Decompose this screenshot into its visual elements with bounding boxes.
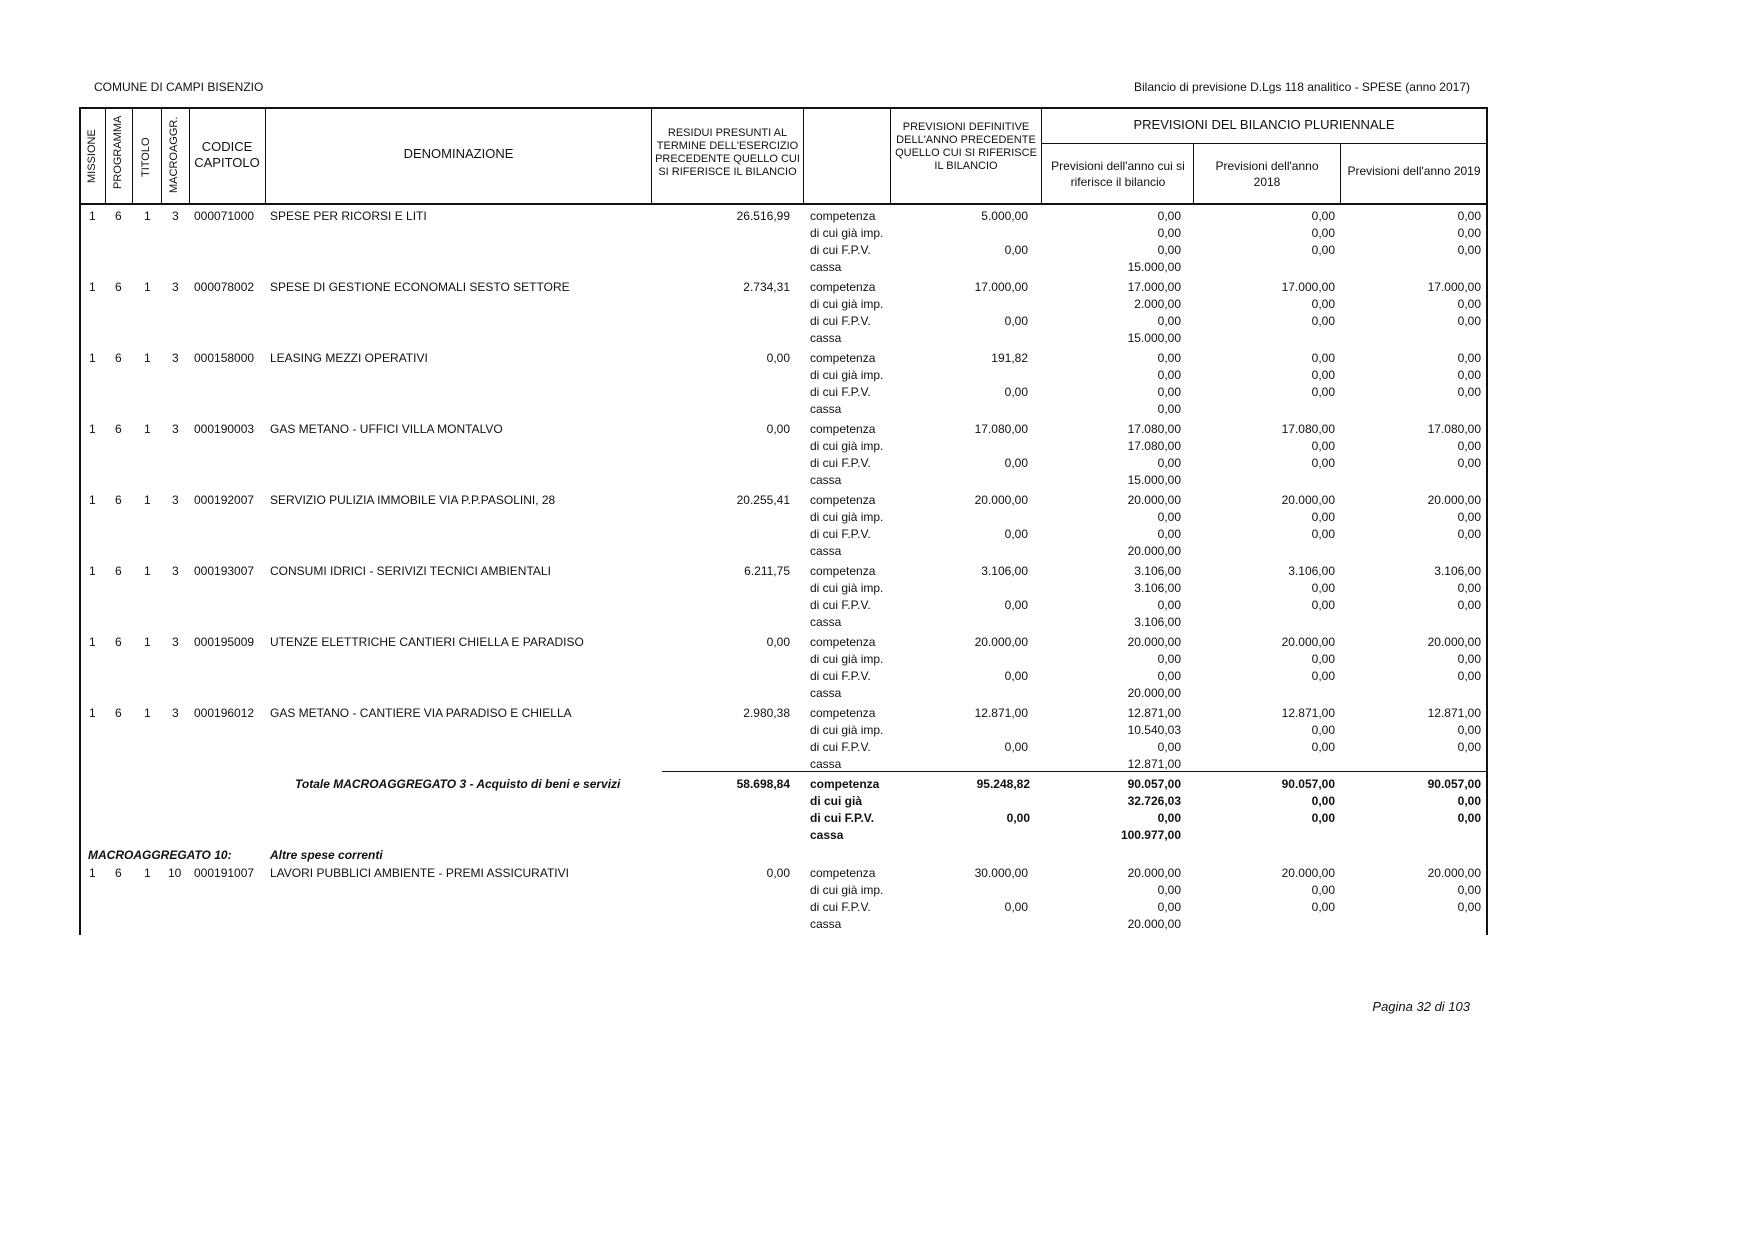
- codice-cell: 000078002: [194, 280, 255, 294]
- prev-anno-cell: 3.106,00: [1134, 581, 1181, 595]
- missione-cell: 1: [89, 635, 96, 649]
- prev-2019-cell: 3.106,00: [1434, 564, 1481, 578]
- programma-cell: 6: [115, 422, 122, 436]
- titolo-cell: 1: [144, 422, 151, 436]
- prev-2018-cell: 0,00: [1311, 368, 1335, 382]
- missione-cell: 1: [89, 866, 96, 880]
- col-prev-2019: Previsioni dell'anno 2019: [1347, 164, 1481, 178]
- macroaggr-cell: 10: [168, 866, 182, 880]
- residui-cell: 2.980,38: [743, 706, 790, 720]
- col-denominazione: DENOMINAZIONE: [403, 146, 514, 161]
- prev-2019-cell: 0,00: [1457, 723, 1481, 737]
- codice-cell: 000192007: [194, 493, 255, 507]
- total-prev-2019: 90.057,00: [1427, 777, 1481, 791]
- prev-2019-cell: 0,00: [1457, 439, 1481, 453]
- prev-anno-cell: 12.871,00: [1127, 706, 1181, 720]
- residui-cell: 20.255,41: [736, 493, 790, 507]
- prev-def-cell: 3.106,00: [981, 564, 1028, 578]
- total-prev-def: 95.248,82: [976, 777, 1030, 791]
- total-label: Totale MACROAGGREGATO 3 - Acquisto di beni e servizi: [295, 777, 621, 791]
- prev-anno-cell: 0,00: [1157, 209, 1181, 223]
- prev-anno-cell: 2.000,00: [1134, 297, 1181, 311]
- prev-2019-cell: 0,00: [1457, 581, 1481, 595]
- residui-cell: 26.516,99: [736, 209, 790, 223]
- total-prev-anno: 0,00: [1157, 811, 1181, 825]
- row-type-label: cassa: [810, 917, 842, 931]
- prev-2018-cell: 0,00: [1311, 581, 1335, 595]
- programma-cell: 6: [115, 635, 122, 649]
- prev-anno-cell: 15.000,00: [1127, 473, 1181, 487]
- residui-cell: 2.734,31: [743, 280, 790, 294]
- prev-2018-cell: 0,00: [1311, 510, 1335, 524]
- denominazione-cell: LAVORI PUBBLICI AMBIENTE - PREMI ASSICURATIVI: [270, 866, 569, 880]
- programma-cell: 6: [115, 866, 122, 880]
- prev-2018-cell: 0,00: [1311, 740, 1335, 754]
- col-previsioni-definitive: PREVISIONI DEFINITIVE DELL'ANNO PRECEDENTE QUELLO CUI SI RIFERISCE IL BILANCIO: [895, 121, 1037, 172]
- row-type-label: di cui già imp.: [810, 510, 884, 524]
- prev-def-cell: 17.000,00: [974, 280, 1028, 294]
- prev-anno-cell: 0,00: [1157, 527, 1181, 541]
- total-prev-2018: 0,00: [1311, 811, 1335, 825]
- prev-anno-cell: 0,00: [1157, 510, 1181, 524]
- col-macroaggr: MACROAGGR.: [168, 116, 180, 193]
- prev-anno-cell: 0,00: [1157, 883, 1181, 897]
- prev-anno-cell: 0,00: [1157, 385, 1181, 399]
- prev-2018-cell: 0,00: [1311, 883, 1335, 897]
- missione-cell: 1: [89, 351, 96, 365]
- prev-def-cell: 0,00: [1004, 900, 1028, 914]
- entity-name: COMUNE DI CAMPI BISENZIO: [94, 80, 264, 94]
- titolo-cell: 1: [144, 866, 151, 880]
- prev-2018-cell: 3.106,00: [1288, 564, 1335, 578]
- col-programma: PROGRAMMA: [112, 115, 124, 189]
- prev-2019-cell: 0,00: [1457, 351, 1481, 365]
- prev-anno-cell: 15.000,00: [1127, 260, 1181, 274]
- titolo-cell: 1: [144, 280, 151, 294]
- prev-2019-cell: 0,00: [1457, 883, 1481, 897]
- row-type-label: cassa: [810, 757, 842, 771]
- residui-cell: 6.211,75: [744, 564, 790, 578]
- prev-2018-cell: 12.871,00: [1281, 706, 1335, 720]
- prev-anno-cell: 0,00: [1157, 456, 1181, 470]
- prev-def-cell: 0,00: [1004, 598, 1028, 612]
- total-row-label: competenza: [810, 777, 880, 791]
- row-type-label: di cui già imp.: [810, 883, 884, 897]
- prev-anno-cell: 0,00: [1157, 226, 1181, 240]
- row-type-label: cassa: [810, 331, 842, 345]
- prev-2018-cell: 20.000,00: [1281, 866, 1335, 880]
- row-type-label: competenza: [810, 564, 876, 578]
- prev-anno-cell: 17.080,00: [1127, 439, 1181, 453]
- codice-cell: 000196012: [194, 706, 255, 720]
- residui-cell: 0,00: [766, 635, 790, 649]
- titolo-cell: 1: [144, 635, 151, 649]
- prev-anno-cell: 0,00: [1157, 351, 1181, 365]
- total-prev-2018: 90.057,00: [1281, 777, 1335, 791]
- macroaggr-cell: 3: [172, 209, 179, 223]
- prev-2019-cell: 0,00: [1457, 527, 1481, 541]
- prev-def-cell: 12.871,00: [974, 706, 1028, 720]
- prev-2018-cell: 0,00: [1311, 385, 1335, 399]
- prev-def-cell: 20.000,00: [974, 635, 1028, 649]
- row-type-label: di cui F.P.V.: [810, 243, 871, 257]
- prev-2019-cell: 0,00: [1457, 226, 1481, 240]
- row-type-label: cassa: [810, 686, 842, 700]
- missione-cell: 1: [89, 564, 96, 578]
- row-type-label: cassa: [810, 473, 842, 487]
- total-row-label: di cui F.P.V.: [810, 811, 875, 825]
- row-type-label: di cui già imp.: [810, 439, 884, 453]
- codice-cell: 000193007: [194, 564, 255, 578]
- prev-anno-cell: 0,00: [1157, 669, 1181, 683]
- prev-2019-cell: 0,00: [1457, 297, 1481, 311]
- row-type-label: competenza: [810, 635, 876, 649]
- prev-anno-cell: 15.000,00: [1127, 331, 1181, 345]
- prev-2018-cell: 0,00: [1311, 314, 1335, 328]
- prev-2019-cell: 0,00: [1457, 243, 1481, 257]
- prev-def-cell: 30.000,00: [974, 866, 1028, 880]
- titolo-cell: 1: [144, 706, 151, 720]
- prev-anno-cell: 0,00: [1157, 402, 1181, 416]
- row-type-label: cassa: [810, 615, 842, 629]
- denominazione-cell: GAS METANO - UFFICI VILLA MONTALVO: [270, 422, 503, 436]
- residui-cell: 0,00: [766, 866, 790, 880]
- prev-2019-cell: 0,00: [1457, 740, 1481, 754]
- codice-cell: 000190003: [194, 422, 255, 436]
- prev-def-cell: 0,00: [1004, 669, 1028, 683]
- col-missione: MISSIONE: [86, 129, 98, 183]
- prev-2019-cell: 12.871,00: [1427, 706, 1481, 720]
- prev-anno-cell: 20.000,00: [1127, 686, 1181, 700]
- prev-2019-cell: 20.000,00: [1427, 866, 1481, 880]
- prev-anno-cell: 0,00: [1157, 314, 1181, 328]
- prev-anno-cell: 0,00: [1157, 900, 1181, 914]
- row-type-label: competenza: [810, 422, 876, 436]
- prev-2018-cell: 0,00: [1311, 900, 1335, 914]
- denominazione-cell: SERVIZIO PULIZIA IMMOBILE VIA P.P.PASOLINI, 28: [270, 493, 556, 507]
- denominazione-cell: GAS METANO - CANTIERE VIA PARADISO E CHIELLA: [270, 706, 572, 720]
- col-prev-2018: Previsioni dell'anno 2018: [1215, 159, 1319, 189]
- prev-2019-cell: 0,00: [1457, 652, 1481, 666]
- prev-def-cell: 17.080,00: [974, 422, 1028, 436]
- row-type-label: di cui F.P.V.: [810, 456, 871, 470]
- codice-cell: 000191007: [194, 866, 255, 880]
- row-type-label: di cui F.P.V.: [810, 669, 871, 683]
- row-type-label: di cui già imp.: [810, 723, 884, 737]
- row-type-label: di cui già imp.: [810, 297, 884, 311]
- row-type-label: di cui già imp.: [810, 652, 884, 666]
- programma-cell: 6: [115, 280, 122, 294]
- row-type-label: di cui F.P.V.: [810, 385, 871, 399]
- titolo-cell: 1: [144, 351, 151, 365]
- prev-def-cell: 0,00: [1004, 314, 1028, 328]
- prev-anno-cell: 10.540,03: [1127, 723, 1181, 737]
- programma-cell: 6: [115, 564, 122, 578]
- macroaggr-cell: 3: [172, 706, 179, 720]
- programma-cell: 6: [115, 351, 122, 365]
- prev-2018-cell: 0,00: [1311, 297, 1335, 311]
- prev-def-cell: 0,00: [1004, 385, 1028, 399]
- denominazione-cell: CONSUMI IDRICI - SERIVIZI TECNICI AMBIENTALI: [270, 564, 551, 578]
- row-type-label: di cui già imp.: [810, 368, 884, 382]
- total-prev-2019: 0,00: [1457, 811, 1481, 825]
- titolo-cell: 1: [144, 493, 151, 507]
- row-type-label: di cui F.P.V.: [810, 314, 871, 328]
- prev-anno-cell: 0,00: [1157, 652, 1181, 666]
- row-type-label: competenza: [810, 866, 876, 880]
- col-residui: RESIDUI PRESUNTI AL TERMINE DELL'ESERCIZIO PRECEDENTE QUELLO CUI SI RIFERISCE IL BILANCIO: [655, 127, 800, 178]
- row-type-label: competenza: [810, 280, 876, 294]
- missione-cell: 1: [89, 706, 96, 720]
- prev-2019-cell: 0,00: [1457, 209, 1481, 223]
- denominazione-cell: SPESE DI GESTIONE ECONOMALI SESTO SETTORE: [270, 280, 570, 294]
- prev-2019-cell: 0,00: [1457, 368, 1481, 382]
- prev-anno-cell: 3.106,00: [1134, 615, 1181, 629]
- prev-anno-cell: 17.000,00: [1127, 280, 1181, 294]
- total-row-label: di cui già: [810, 794, 863, 808]
- row-type-label: cassa: [810, 544, 842, 558]
- residui-cell: 0,00: [766, 422, 790, 436]
- prev-anno-cell: 0,00: [1157, 243, 1181, 257]
- programma-cell: 6: [115, 706, 122, 720]
- prev-2019-cell: 0,00: [1457, 900, 1481, 914]
- row-type-label: di cui F.P.V.: [810, 598, 871, 612]
- prev-2019-cell: 0,00: [1457, 510, 1481, 524]
- row-type-label: competenza: [810, 351, 876, 365]
- denominazione-cell: SPESE PER RICORSI E LITI: [270, 209, 427, 223]
- total-prev-anno: 90.057,00: [1127, 777, 1181, 791]
- prev-2018-cell: 0,00: [1311, 598, 1335, 612]
- prev-anno-cell: 20.000,00: [1127, 917, 1181, 931]
- col-codice: CODICE CAPITOLO: [194, 139, 260, 170]
- macroaggr-cell: 3: [172, 351, 179, 365]
- titolo-cell: 1: [144, 209, 151, 223]
- prev-2019-cell: 17.080,00: [1427, 422, 1481, 436]
- prev-2019-cell: 20.000,00: [1427, 635, 1481, 649]
- residui-cell: 0,00: [766, 351, 790, 365]
- prev-def-cell: 0,00: [1004, 456, 1028, 470]
- prev-anno-cell: 0,00: [1157, 368, 1181, 382]
- prev-2018-cell: 0,00: [1311, 243, 1335, 257]
- prev-2018-cell: 0,00: [1311, 209, 1335, 223]
- col-pluriennale: PREVISIONI DEL BILANCIO PLURIENNALE: [1133, 117, 1395, 132]
- missione-cell: 1: [89, 493, 96, 507]
- programma-cell: 6: [115, 209, 122, 223]
- page-number: Pagina 32 di 103: [1372, 999, 1470, 1014]
- row-type-label: competenza: [810, 493, 876, 507]
- table-header: [79, 107, 1487, 205]
- row-type-label: di cui F.P.V.: [810, 900, 871, 914]
- col-titolo: TITOLO: [140, 137, 152, 177]
- prev-anno-cell: 17.080,00: [1127, 422, 1181, 436]
- prev-def-cell: 0,00: [1004, 740, 1028, 754]
- row-type-label: competenza: [810, 706, 876, 720]
- prev-anno-cell: 12.871,00: [1127, 757, 1181, 771]
- prev-anno-cell: 0,00: [1157, 598, 1181, 612]
- prev-2018-cell: 0,00: [1311, 439, 1335, 453]
- missione-cell: 1: [89, 422, 96, 436]
- macroaggr-cell: 3: [172, 280, 179, 294]
- prev-2018-cell: 17.080,00: [1281, 422, 1335, 436]
- prev-2018-cell: 0,00: [1311, 351, 1335, 365]
- missione-cell: 1: [89, 280, 96, 294]
- prev-2018-cell: 17.000,00: [1281, 280, 1335, 294]
- prev-def-cell: 0,00: [1004, 243, 1028, 257]
- prev-2019-cell: 0,00: [1457, 598, 1481, 612]
- total-prev-anno: 32.726,03: [1127, 794, 1181, 808]
- programma-cell: 6: [115, 493, 122, 507]
- total-residui: 58.698,84: [736, 777, 790, 791]
- row-type-label: di cui già imp.: [810, 581, 884, 595]
- macroaggr-cell: 3: [172, 493, 179, 507]
- prev-def-cell: 191,82: [991, 351, 1028, 365]
- row-type-label: di cui già imp.: [810, 226, 884, 240]
- prev-2019-cell: 17.000,00: [1427, 280, 1481, 294]
- total-prev-2019: 0,00: [1457, 794, 1481, 808]
- prev-2018-cell: 0,00: [1311, 226, 1335, 240]
- row-type-label: cassa: [810, 260, 842, 274]
- row-type-label: cassa: [810, 402, 842, 416]
- missione-cell: 1: [89, 209, 96, 223]
- titolo-cell: 1: [144, 564, 151, 578]
- prev-def-cell: 20.000,00: [974, 493, 1028, 507]
- macroaggr-cell: 3: [172, 564, 179, 578]
- prev-2018-cell: 0,00: [1311, 527, 1335, 541]
- denominazione-cell: UTENZE ELETTRICHE CANTIERI CHIELLA E PARADISO: [270, 635, 584, 649]
- prev-def-cell: 0,00: [1004, 527, 1028, 541]
- prev-anno-cell: 0,00: [1157, 740, 1181, 754]
- prev-anno-cell: 20.000,00: [1127, 866, 1181, 880]
- prev-2018-cell: 0,00: [1311, 456, 1335, 470]
- col-prev-anno: Previsioni dell'anno cui si riferisce il bilancio: [1051, 159, 1185, 189]
- prev-2019-cell: 0,00: [1457, 669, 1481, 683]
- document-title: Bilancio di previsione D.Lgs 118 analitico - SPESE (anno 2017): [1134, 80, 1470, 94]
- macroaggregato-title: Altre spese correnti: [270, 848, 383, 862]
- prev-anno-cell: 20.000,00: [1127, 635, 1181, 649]
- macroaggregato-code: MACROAGGREGATO 10:: [88, 848, 232, 862]
- row-type-label: competenza: [810, 209, 876, 223]
- total-prev-2018: 0,00: [1311, 794, 1335, 808]
- codice-cell: 000158000: [194, 351, 255, 365]
- prev-2018-cell: 20.000,00: [1281, 635, 1335, 649]
- row-type-label: di cui F.P.V.: [810, 527, 871, 541]
- macroaggr-cell: 3: [172, 635, 179, 649]
- prev-2018-cell: 20.000,00: [1281, 493, 1335, 507]
- codice-cell: 000195009: [194, 635, 255, 649]
- prev-anno-cell: 20.000,00: [1127, 544, 1181, 558]
- prev-2018-cell: 0,00: [1311, 652, 1335, 666]
- row-type-label: di cui F.P.V.: [810, 740, 871, 754]
- prev-2018-cell: 0,00: [1311, 669, 1335, 683]
- prev-2019-cell: 0,00: [1457, 456, 1481, 470]
- total-prev-def: 0,00: [1006, 811, 1030, 825]
- prev-2018-cell: 0,00: [1311, 723, 1335, 737]
- prev-2019-cell: 20.000,00: [1427, 493, 1481, 507]
- prev-anno-cell: 3.106,00: [1134, 564, 1181, 578]
- total-prev-anno: 100.977,00: [1120, 828, 1181, 842]
- denominazione-cell: LEASING MEZZI OPERATIVI: [270, 351, 428, 365]
- prev-2019-cell: 0,00: [1457, 314, 1481, 328]
- macroaggr-cell: 3: [172, 422, 179, 436]
- codice-cell: 000071000: [194, 209, 255, 223]
- prev-anno-cell: 20.000,00: [1127, 493, 1181, 507]
- prev-2019-cell: 0,00: [1457, 385, 1481, 399]
- prev-def-cell: 5.000,00: [981, 209, 1028, 223]
- total-row-label: cassa: [810, 828, 844, 842]
